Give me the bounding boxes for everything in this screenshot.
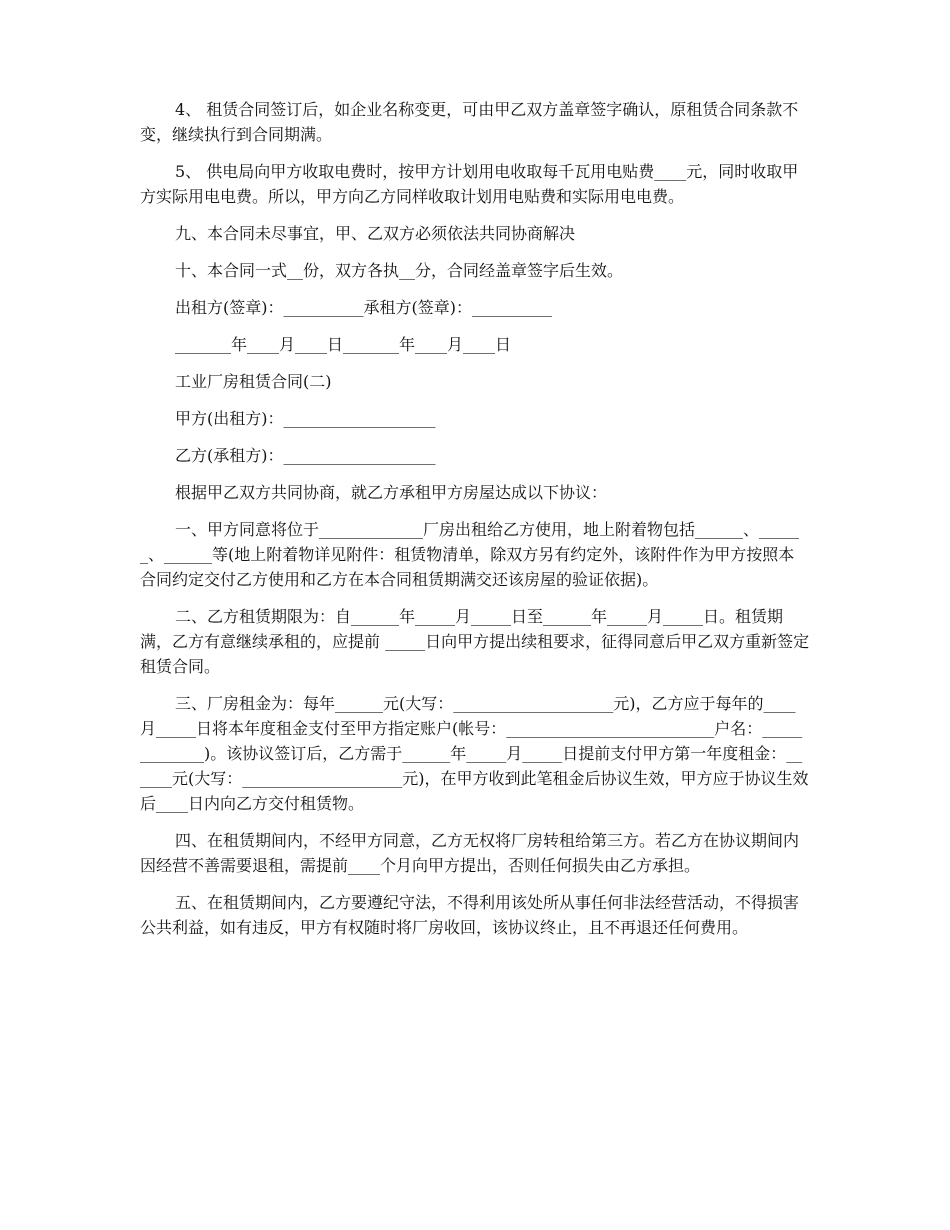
date-line: _______年____月____日_______年____月____日 [175,335,512,354]
document-body [140,97,810,952]
clause-three: 三、厂房租金为：每年______元(大写：____________________元)，乙方应于每年的____月_____日将本年度租金支付至甲方指定账户(帐号：__________________________户名：_____________)。该协议签订后，乙方需于______年_____月_____日提前支付甲方第一年度租金：______元(大写：____________________元)，在甲方收到此笔租金后协议生效，甲方应于协议生效后____日内向乙方交付租赁物。 [140,694,809,813]
party-a-line: 甲方(出租方)：___________________ [175,409,436,428]
clause-nine: 九、本合同未尽事宜，甲、乙双方必须依法共同协商解决 [175,224,576,243]
clause-ten: 十、本合同一式__份，双方各执__分，合同经盖章签字后生效。 [175,261,624,280]
clause-4: 4、 租赁合同签订后，如企业名称变更，可由甲乙双方盖章签字确认，原租赁合同条款不变，继续执行到合同期满。 [140,100,799,144]
clause-five: 五、在租赁期间内，乙方要遵纪守法，不得利用该处所从事任何非法经营活动，不得损害公共利益，如有违反，甲方有权随时将厂房收回，该协议终止，且不再退还任何费用。 [140,893,800,937]
agreement-intro: 根据甲乙双方共同协商，就乙方承租甲方房屋达成以下协议： [175,483,608,502]
signature-line: 出租方(签章)：__________承租方(签章)：__________ [175,298,552,317]
party-b-line: 乙方(承租方)：___________________ [175,446,436,465]
contract-two-title: 工业厂房租赁合同(二) [175,372,332,391]
clause-two: 二、乙方租赁期限为：自______年_____月_____日至______年_____月_____日。租赁期满，乙方有意继续承租的，应提前 _____日向甲方提出续租要求，征得同意后甲乙双方重新签定租赁合同。 [140,607,810,676]
clause-one: 一、甲方同意将位于_____________厂房出租给乙方使用，地上附着物包括______、______、______等(地上附着物详见附件：租赁物清单，除双方另有约定外，该附件作为甲方按照本合同约定交付乙方使用和乙方在本合同租赁期满交还该房屋的验证依据)。 [140,520,800,589]
clause-four: 四、在租赁期间内，不经甲方同意，乙方无权将厂房转租给第三方。若乙方在协议期间内因经营不善需要退租，需提前____个月向甲方提出，否则任何损失由乙方承担。 [140,831,800,875]
clause-5: 5、 供电局向甲方收取电费时，按甲方计划用电收取每千瓦用电贴费____元，同时收取甲方实际用电电费。所以，甲方向乙方同样收取计划用电贴费和实际用电电费。 [140,162,799,206]
